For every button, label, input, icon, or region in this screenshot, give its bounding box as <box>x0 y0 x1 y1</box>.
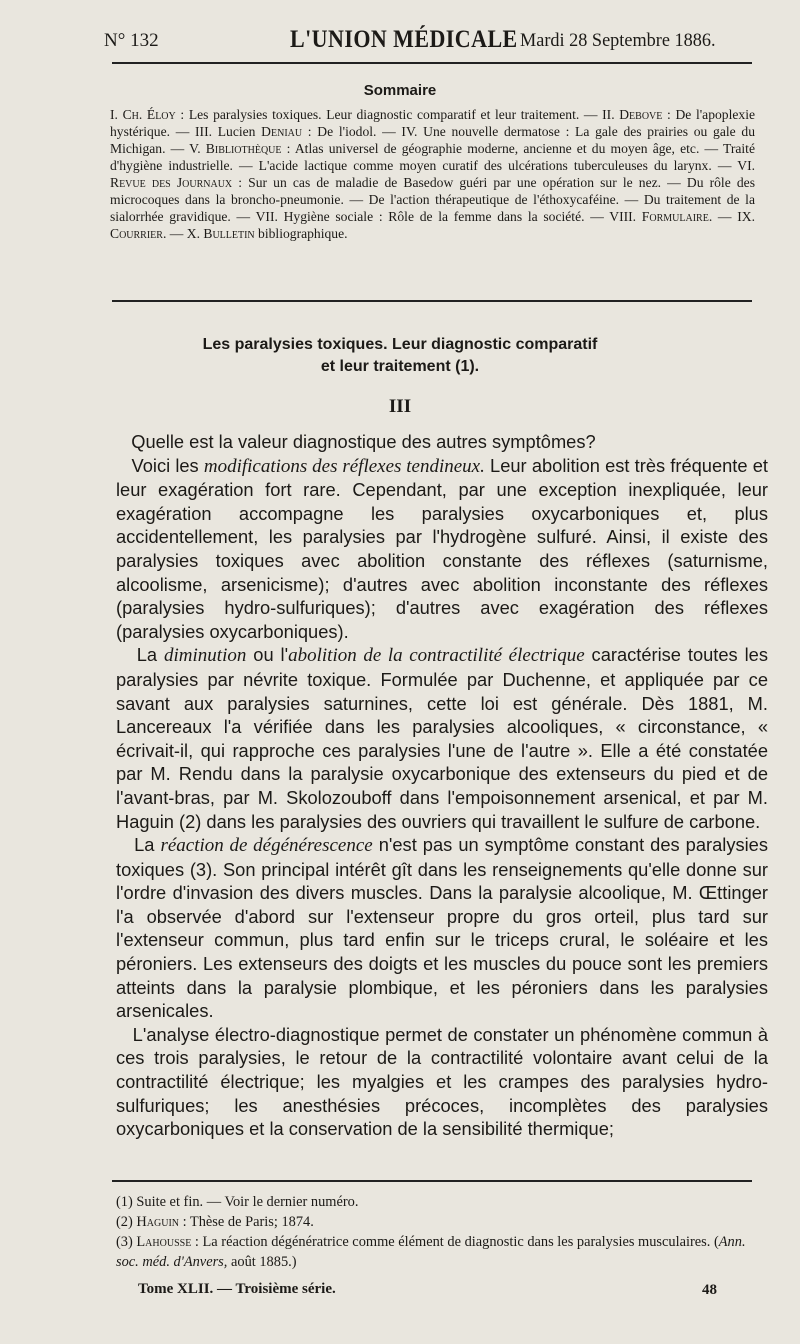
footnote-text: août 1885.) <box>227 1254 297 1270</box>
emphasis: réaction de dégénérescence <box>160 835 373 857</box>
footnote-2 <box>116 1212 768 1232</box>
sommaire-segment: : De l'apoplexie hystérique. — III. Lucien <box>110 107 756 139</box>
footnote-author: Haguin <box>136 1214 179 1230</box>
journal-title: L'UNION MÉDICALE <box>290 26 518 53</box>
header-rule <box>112 62 752 64</box>
sommaire-author: Courrier <box>110 226 163 241</box>
sommaire-segment: : Les paralysies toxiques. Leur diagnostic comparatif et leur traitement. — II. <box>175 107 620 122</box>
footnotes <box>116 1192 768 1272</box>
volume-info: Tome XLII. — Troisième série. <box>138 1281 336 1297</box>
section-number: III <box>388 396 412 417</box>
paragraph-text: L'analyse électro-diagnostique permet de constater un phénomène commun à ces trois paralysies, le retour de la contractilité volontaire avant celui de la contractilité électrique; les myalgies et les crampes des paralysies hydro-sulfuriques; les anesthésies précoces, incomplètes des paralysies oxycarboniques et la conservation de la sensibilité thermique; <box>116 1023 768 1140</box>
paragraph <box>116 643 768 833</box>
issue-date: Mardi 28 Septembre 1886. <box>520 30 716 51</box>
sommaire-segment: bibliographique. <box>254 226 348 241</box>
sommaire-author: Debove <box>619 107 663 122</box>
footnote-rule <box>112 1180 752 1182</box>
paragraph-text: La <box>134 834 161 856</box>
paragraph <box>116 833 768 1023</box>
sommaire-author: Deniau <box>261 124 303 139</box>
emphasis: abolition de la contractilité électrique <box>288 645 585 667</box>
sommaire-segment: : De l'iodol. — IV. Une nouvelle dermatose : La gale des prairies ou gale du Michigan. — V. <box>110 124 755 156</box>
article-title-line1: Les paralysies toxiques. Leur diagnostic comparatif <box>202 336 598 353</box>
footnote-text: : La réaction dégénératrice comme élément de diagnostic dans les paralysies musculaires. ( <box>191 1234 719 1250</box>
footnote-emphasis: Ann. soc. méd. d'Anvers, <box>116 1234 746 1270</box>
sommaire-segment: . — X. <box>162 226 204 241</box>
paragraph <box>116 454 768 644</box>
paragraph-text: Voici les <box>131 454 204 476</box>
paragraph-text: ou l' <box>246 644 289 666</box>
sommaire-author: I. Ch. Éloy <box>110 107 176 122</box>
paragraph-text: La <box>136 644 165 666</box>
paragraph <box>116 430 768 454</box>
footnote-number: (2) <box>116 1214 137 1230</box>
footnote-1: (1) Suite et fin. — Voir le dernier numéro. <box>116 1194 359 1210</box>
article-body <box>116 430 768 1141</box>
footnote-number: (3) <box>116 1234 137 1250</box>
footnote-3 <box>116 1232 768 1272</box>
sommaire-author: Revue des Journaux <box>110 175 233 190</box>
sommaire-segment: . — IX. <box>708 209 755 224</box>
paragraph-text: Quelle est la valeur diagnostique des autres symptômes? <box>131 431 596 452</box>
paragraph-text: Leur abolition est très fréquente et leur exagération fort rare. Cependant, par une exception inexpliquée, leur exagération accompagne les paralysies oxycarboniques et, plus accidentellement, les paralysies par l'hydrogène sulfuré. Ainsi, il existe des paralysies toxiques avec abolition constante des réflexes (saturnisme, alcoolisme, arsenicisme); d'autres avec abolition inconstante des réflexes (paralysies hydro-sulfuriques); d'autres avec exagération des réflexes (paralysies oxycarboniques). <box>116 454 768 642</box>
sommaire-author: Formulaire <box>641 209 709 224</box>
footnote-author: Lahousse <box>136 1234 192 1250</box>
sommaire-author: Bibliothèque <box>205 141 282 156</box>
footnote-text: : Thèse de Paris; 1874. <box>179 1214 314 1230</box>
sommaire-author: Bulletin <box>203 226 255 241</box>
paragraph-text: caractérise toutes les paralysies par névrite toxique. Formulée par Duchenne, et appliquée par ce savant aux paralysies saturnines, cette loi est générale. Dès 1881, M. Lancereaux l'a vérifiée dans les paralysies alcooliques, « circonstance, « écrivait-il, qui rapproche ces paralysies l'une de l'autre ». Elle a été constatée par M. Rendu dans la paralysie oxycarbonique des extenseurs du pied et de l'avant-bras, par M. Skolozouboff dans l'empoisonnement arsenical, et par M. Haguin (2) dans les paralysies des ouvriers qui travaillent le sulfure de carbone. <box>116 644 768 832</box>
sommaire-text <box>110 106 755 242</box>
emphasis: modifications des réflexes tendineux. <box>203 455 485 477</box>
sommaire-segment: : Atlas universel de géographie moderne, ancienne et du moyen âge, etc. — Traité d'hygiène industrielle. — L'acide lactique comme moyen curatif des ulcérations tuberculeuses du larynx. — VI. <box>110 141 755 173</box>
sommaire-segment: : Sur un cas de maladie de Basedow guéri par une opération sur le nez. — Du rôle des microcoques dans la broncho-pneumonie. — De l'action thérapeutique de l'éthoxycaféine. — Du traitement de la sialorrhée gravidique. — VII. Hygiène sociale : Rôle de la femme dans la société. — VIII. <box>110 175 755 224</box>
sommaire-title: Sommaire <box>363 82 437 99</box>
section-rule <box>112 300 752 302</box>
page-number: 48 <box>702 1282 717 1298</box>
paragraph <box>116 1023 768 1141</box>
article-title-line2: et leur traitement (1). <box>320 358 480 375</box>
paragraph-text: n'est pas un symptôme constant des paralysies toxiques (3). Son principal intérêt gît dans les renseignements qu'elle donne sur l'ordre d'invasion des divers muscles. Dans la paralysie alcoolique, M. Œttinger l'a observée d'abord sur l'extenseur propre du gros orteil, plus tard sur l'extenseur commun, plus tard enfin sur le triceps crural, le soléaire et les péroniers. Les extenseurs des doigts et les muscles du pouce sont les premiers atteints dans la paralysie plombique, et les péroniers dans les paralysies arsenicales. <box>116 834 768 1022</box>
emphasis: diminution <box>164 645 247 667</box>
issue-number: N° 132 <box>104 30 159 51</box>
